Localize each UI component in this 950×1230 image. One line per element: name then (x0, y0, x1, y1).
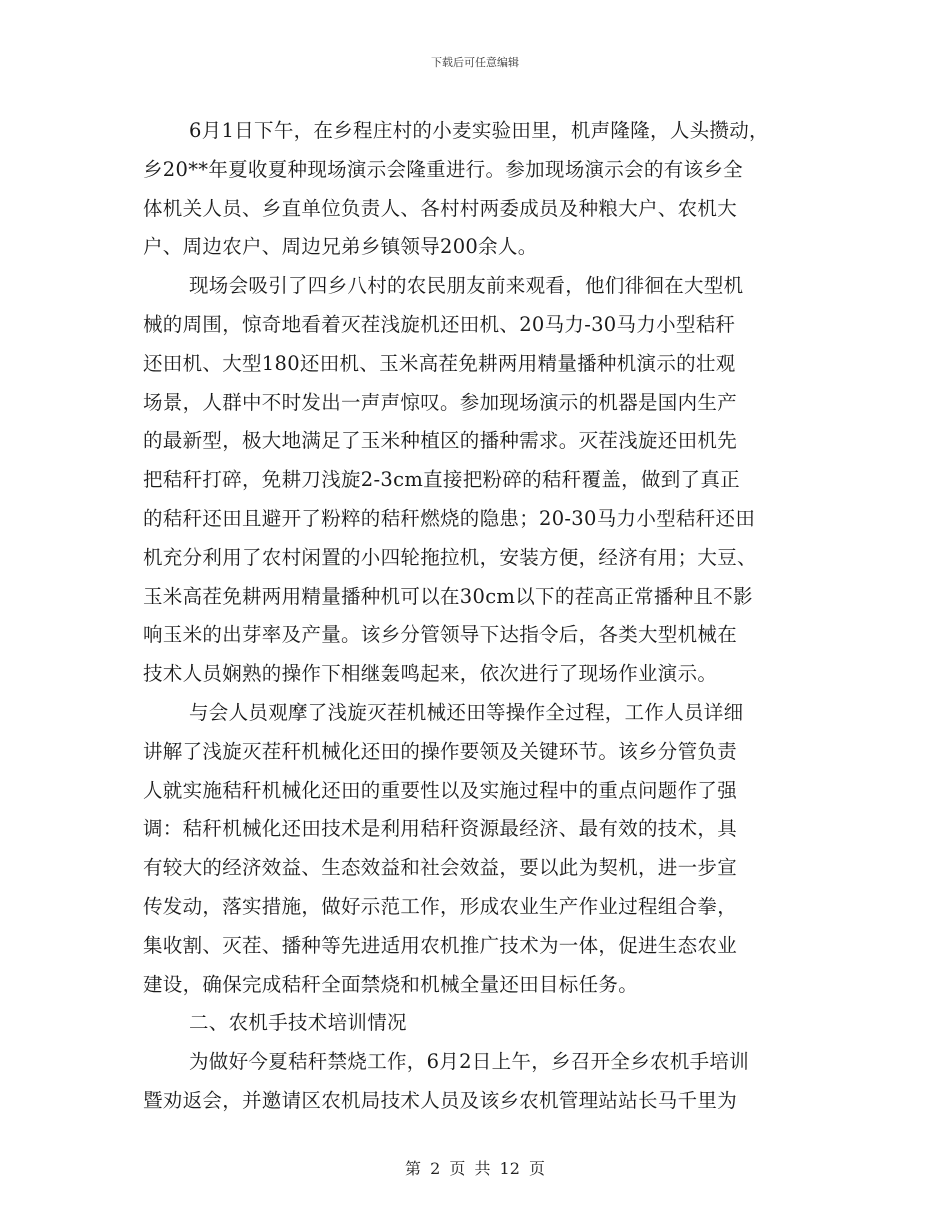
paragraph-line: 为做好今夏秸秆禁烧工作，6月2日上午，乡召开全乡农机手培训 (189, 1050, 750, 1074)
paragraph-line: 的最新型，极大地满足了玉米种植区的播种需求。灭茬浅旋还田机先 (143, 429, 738, 453)
paragraph-line: 体机关人员、乡直单位负责人、各村村两委成员及种粮大户、农机大 (143, 196, 738, 220)
header-note: 下载后可任意编辑 (431, 56, 519, 69)
paragraph-line: 暨劝返会，并邀请区农机局技术人员及该乡农机管理站站长马千里为 (143, 1088, 738, 1112)
paragraph-line: 集收割、灭茬、播种等先进适用农机推广技术为一体，促进生态农业 (143, 933, 738, 957)
document-body (143, 112, 823, 1121)
paragraph-line: 有较大的经济效益、生态效益和社会效益，要以此为契机，进一步宣 (143, 856, 738, 880)
paragraph-line: 调：秸秆机械化还田技术是利用秸秆资源最经济、最有效的技术，具 (143, 817, 738, 841)
paragraph-line: 玉米高茬免耕两用精量播种机可以在30cm以下的茬高正常播种且不影 (143, 584, 753, 608)
paragraph-line: 6月1日下午，在乡程庄村的小麦实验田里，机声隆隆，人头攒动， (189, 119, 769, 142)
paragraph-line: 人就实施秸秆机械化还田的重要性以及实施过程中的重点问题作了强 (143, 778, 738, 802)
paragraph-line: 还田机、大型180还田机、玉米高茬免耕两用精量播种机演示的壮观 (143, 351, 736, 375)
paragraph-line: 技术人员娴熟的操作下相继轰鸣起来，依次进行了现场作业演示。 (143, 662, 718, 686)
paragraph-line: 场景，人群中不时发出一声声惊叹。参加现场演示的机器是国内生产 (143, 390, 738, 414)
paragraph-line: 建设，确保完成秸秆全面禁烧和机械全量还田目标任务。 (143, 972, 639, 996)
paragraph-line: 乡20**年夏收夏种现场演示会隆重进行。参加现场演示会的有该乡全 (143, 157, 743, 181)
paragraph-line: 把秸秆打碎，免耕刀浅旋2-3cm直接把粉碎的秸秆覆盖，做到了真正 (143, 468, 740, 492)
paragraph-line: 械的周围，惊奇地看着灭茬浅旋机还田机、20马力-30马力小型秸秆 (143, 312, 736, 336)
paragraph-line: 与会人员观摩了浅旋灭茬机械还田等操作全过程，工作人员详细 (189, 700, 744, 724)
paragraph-line: 现场会吸引了四乡八村的农民朋友前来观看，他们徘徊在大型机 (189, 274, 744, 298)
section-heading: 二、农机手技术培训情况 (189, 1011, 407, 1035)
paragraph-line: 讲解了浅旋灭茬秆机械化还田的操作要领及关键环节。该乡分管负责 (143, 739, 738, 763)
paragraph-line: 户、周边农户、周边兄弟乡镇领导200余人。 (143, 235, 538, 259)
paragraph-line: 的秸秆还田且避开了粉粹的秸秆燃烧的隐患；20-30马力小型秸秆还田 (143, 506, 756, 530)
paragraph-line: 响玉米的出芽率及产量。该乡分管领导下达指令后，各类大型机械在 (143, 623, 738, 647)
paragraph-line: 传发动，落实措施，做好示范工作，形成农业生产作业过程组合拳， (143, 894, 738, 918)
page-number: 第 2 页 共 12 页 (405, 1159, 545, 1178)
paragraph-line: 机充分利用了农村闲置的小四轮拖拉机，安装方便，经济有用；大豆、 (143, 545, 757, 569)
